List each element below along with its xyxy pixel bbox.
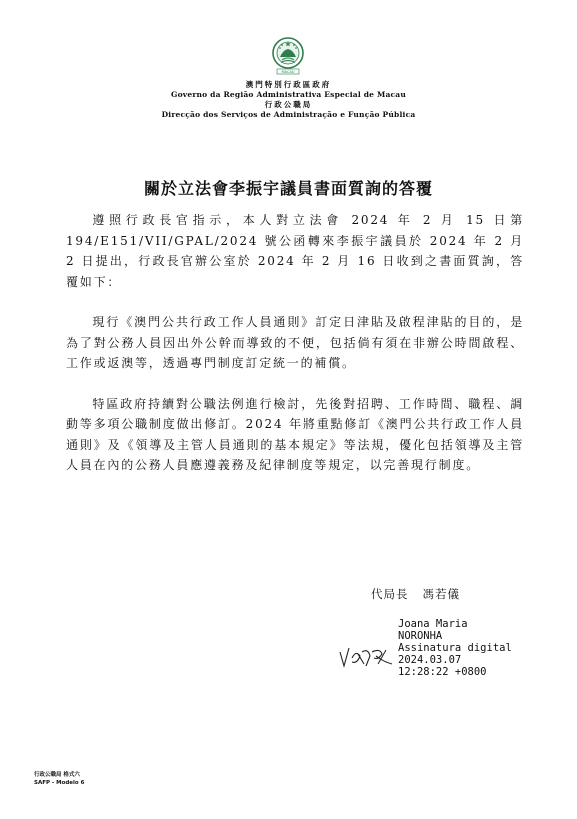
- emblem-caption: MACAU: [281, 70, 295, 74]
- paragraph-2: 現行《澳門公共行政工作人員通則》訂定日津貼及啟程津貼的目的，是為了對公務人員因出外公幹而導致的不便，包括倘有須在非辦公時間啟程、工作或返澳等，透過專門制度訂定統一的補償。: [66, 315, 524, 370]
- document-title: 關於立法會李振宇議員書面質詢的答覆: [143, 179, 433, 198]
- org-name-zh: 澳門特別行政區政府: [245, 80, 332, 89]
- footer-form-zh: 行政公職局 格式六: [34, 772, 80, 778]
- handwritten-signature: [338, 644, 396, 670]
- paragraph-3: 特區政府持續對公職法例進行檢討，先後對招聘、工作時間、職程、調動等多項公職制度做出修訂。2024 年將重點修訂《澳門公共行政工作人員通則》及《領導及主管人員通則的基本規定》等法規，優化包括領導及主管人員在內的公務人員應遵義務及紀律制度等規定，以完善現行制度。: [66, 396, 524, 472]
- letterhead: [0, 80, 577, 120]
- signatory-position: 代局長: [371, 587, 409, 601]
- form-footer: [34, 771, 84, 787]
- org-name-pt: Governo da Região Administrativa Especial de Macau: [171, 90, 406, 99]
- signatory: [371, 586, 474, 602]
- macau-emblem-icon: [265, 36, 311, 76]
- digital-sig-line-3: Assinatura digital: [398, 642, 512, 654]
- dept-name-zh: 行政公職局: [264, 100, 313, 109]
- footer-form-pt: SAFP - Modelo 6: [34, 780, 85, 786]
- digital-signature-block: [398, 618, 512, 678]
- dept-name-pt: Direcção dos Serviços de Administração e Função Pública: [161, 110, 416, 119]
- paragraph-1: 遵照行政長官指示，本人對立法會 2024 年 2 月 15 日第 194/E151/VII/GPAL/2024 號公函轉來李振宇議員於 2024 年 2 月 2 日提出，行政長官辦公室於 2024 年 2 月 16 日收到之書面質詢，答覆如下：: [66, 213, 524, 289]
- digital-sig-line-5: 12:28:22 +0800: [398, 666, 487, 678]
- digital-sig-line-4: 2024.03.07: [398, 654, 462, 666]
- document-body: [66, 210, 524, 476]
- digital-sig-line-1: Joana Maria: [398, 618, 468, 630]
- signatory-name: 馮若儀: [422, 587, 460, 601]
- digital-sig-line-2: NORONHA: [398, 630, 443, 642]
